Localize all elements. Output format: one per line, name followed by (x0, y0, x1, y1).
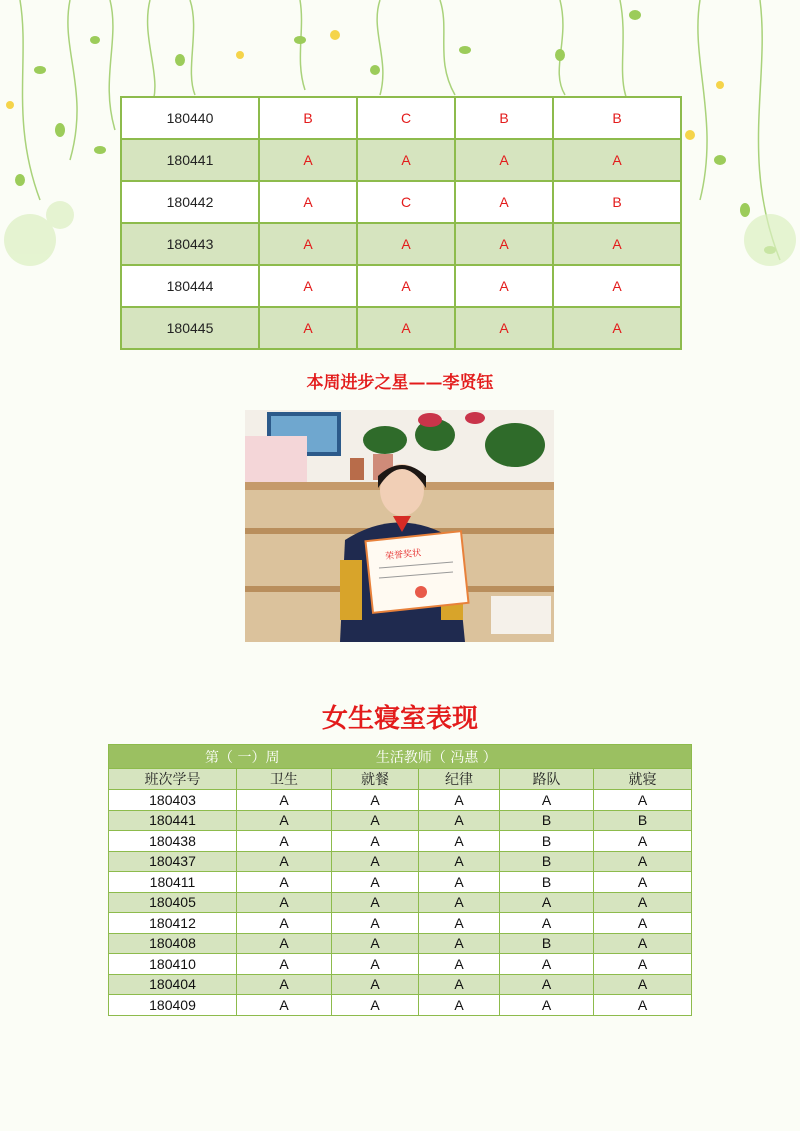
grade-cell: A (419, 851, 500, 872)
student-id-cell: 180412 (109, 913, 237, 934)
student-photo (245, 410, 554, 642)
grade-cell: A (332, 954, 419, 975)
table-row (109, 831, 692, 852)
grade-cell: A (237, 790, 332, 811)
table-row (109, 810, 692, 831)
class-grades-table (120, 96, 682, 350)
grade-cell: A (332, 790, 419, 811)
grade-cell: A (237, 872, 332, 893)
grade-cell: A (332, 995, 419, 1016)
grade-cell: A (419, 872, 500, 893)
grade-cell: A (594, 913, 692, 934)
table-row (109, 892, 692, 913)
grade-cell: A (500, 790, 594, 811)
dorm-performance-table (108, 744, 692, 1016)
table-header-bar (109, 745, 692, 769)
student-id-cell: 180444 (121, 265, 259, 307)
table-row (121, 181, 681, 223)
grade-cell: A (259, 139, 357, 181)
grade-cell: A (419, 892, 500, 913)
grade-cell: B (553, 97, 681, 139)
student-id-cell: 180441 (109, 810, 237, 831)
grade-cell: A (455, 139, 553, 181)
column-header-row (109, 769, 692, 790)
column-header: 就餐 (332, 769, 419, 790)
grade-cell: B (500, 810, 594, 831)
grade-cell: A (553, 139, 681, 181)
grade-cell: B (500, 851, 594, 872)
teacher-label: 生活教师（ 冯惠 ） (375, 749, 497, 766)
grade-cell: B (594, 810, 692, 831)
grade-cell: A (594, 872, 692, 893)
grade-cell: A (237, 995, 332, 1016)
grade-cell: A (419, 831, 500, 852)
column-header: 班次学号 (109, 769, 237, 790)
column-header: 卫生 (237, 769, 332, 790)
grade-cell: A (357, 265, 455, 307)
grade-cell: A (237, 810, 332, 831)
grade-cell: A (594, 790, 692, 811)
grade-cell: A (332, 810, 419, 831)
grade-cell: A (594, 851, 692, 872)
week-label: 第（ 一）周 (205, 749, 280, 766)
table-row (121, 223, 681, 265)
grade-cell: A (594, 892, 692, 913)
grade-cell: A (594, 831, 692, 852)
grade-cell: A (553, 265, 681, 307)
grade-cell: A (500, 995, 594, 1016)
grade-cell: A (500, 913, 594, 934)
grade-cell: C (357, 181, 455, 223)
column-header: 就寝 (594, 769, 692, 790)
grade-cell: B (259, 97, 357, 139)
grade-cell: A (332, 974, 419, 995)
grade-cell: A (237, 913, 332, 934)
grade-cell: A (259, 223, 357, 265)
grade-cell: A (332, 851, 419, 872)
student-id-cell: 180437 (109, 851, 237, 872)
grade-cell: A (553, 307, 681, 349)
grade-cell: A (237, 892, 332, 913)
grade-cell: A (332, 831, 419, 852)
student-id-cell: 180408 (109, 933, 237, 954)
student-id-cell: 180410 (109, 954, 237, 975)
grade-cell: A (594, 933, 692, 954)
table-row (109, 995, 692, 1016)
grade-cell: A (259, 265, 357, 307)
student-id-cell: 180403 (109, 790, 237, 811)
grade-cell: A (419, 974, 500, 995)
table-row (109, 851, 692, 872)
table-row (121, 307, 681, 349)
grade-cell: A (500, 954, 594, 975)
student-id-cell: 180443 (121, 223, 259, 265)
grade-cell: A (237, 851, 332, 872)
student-id-cell: 180442 (121, 181, 259, 223)
grade-cell: A (332, 872, 419, 893)
student-id-cell: 180411 (109, 872, 237, 893)
table-row (121, 97, 681, 139)
student-id-cell: 180438 (109, 831, 237, 852)
grade-cell: A (594, 974, 692, 995)
grade-cell: B (553, 181, 681, 223)
grade-cell: A (594, 954, 692, 975)
grade-cell: A (332, 933, 419, 954)
student-id-cell: 180441 (121, 139, 259, 181)
grade-cell: A (332, 892, 419, 913)
column-header: 纪律 (419, 769, 500, 790)
table-row (121, 265, 681, 307)
grade-cell: B (455, 97, 553, 139)
student-id-cell: 180405 (109, 892, 237, 913)
grade-cell: A (500, 892, 594, 913)
table-row (109, 872, 692, 893)
star-of-week-title: 本周进步之星——李贤钰 (306, 373, 494, 393)
grade-cell: C (357, 97, 455, 139)
grade-cell: A (455, 265, 553, 307)
grade-cell: A (332, 913, 419, 934)
grade-cell: A (357, 223, 455, 265)
grade-cell: A (419, 913, 500, 934)
grade-cell: A (455, 307, 553, 349)
student-id-cell: 180445 (121, 307, 259, 349)
grade-cell: A (259, 181, 357, 223)
grade-cell: A (419, 933, 500, 954)
table-row (109, 933, 692, 954)
student-id-cell: 180404 (109, 974, 237, 995)
grade-cell: A (419, 954, 500, 975)
grade-cell: A (237, 933, 332, 954)
grade-cell: A (594, 995, 692, 1016)
grade-cell: A (419, 810, 500, 831)
grade-cell: A (237, 954, 332, 975)
grade-cell: A (455, 223, 553, 265)
grade-cell: A (237, 831, 332, 852)
grade-cell: A (357, 307, 455, 349)
grade-cell: A (553, 223, 681, 265)
grade-cell: A (455, 181, 553, 223)
grade-cell: A (259, 307, 357, 349)
student-id-cell: 180409 (109, 995, 237, 1016)
table-row (109, 790, 692, 811)
certificate-title: 荣誉奖状 (384, 548, 422, 563)
dorm-section-title: 女生寝室表现 (321, 704, 478, 734)
grade-cell: A (237, 974, 332, 995)
table-row (109, 954, 692, 975)
column-header: 路队 (500, 769, 594, 790)
grade-cell: A (419, 995, 500, 1016)
grade-cell: B (500, 933, 594, 954)
grade-cell: A (500, 974, 594, 995)
table-row (109, 913, 692, 934)
grade-cell: A (419, 790, 500, 811)
table-row (121, 139, 681, 181)
student-id-cell: 180440 (121, 97, 259, 139)
grade-cell: B (500, 872, 594, 893)
table-row (109, 974, 692, 995)
grade-cell: A (357, 139, 455, 181)
grade-cell: B (500, 831, 594, 852)
